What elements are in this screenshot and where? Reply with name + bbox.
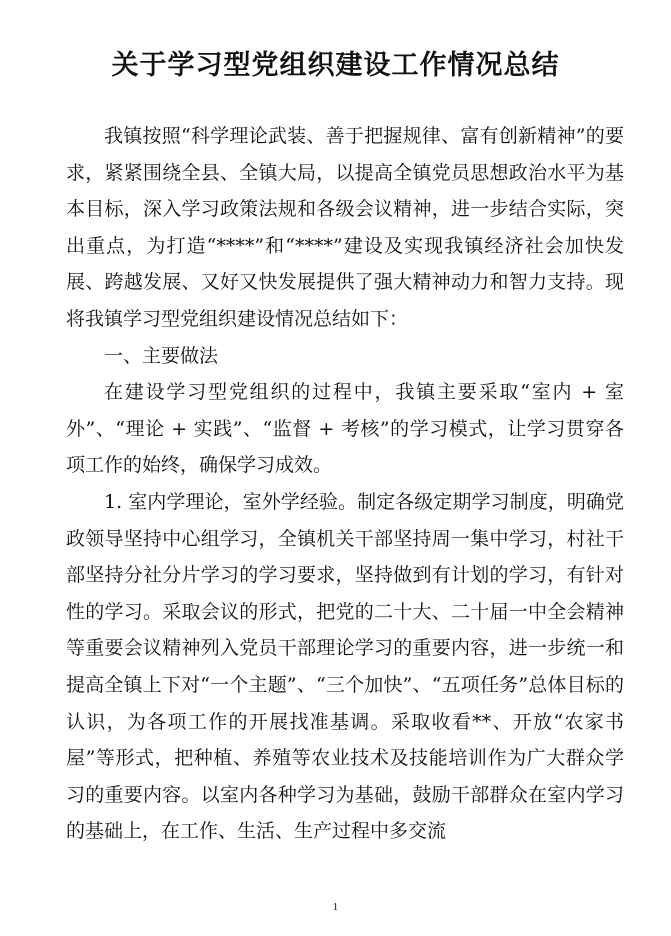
item-1-paragraph: 1. 室内学理论，室外学经验。制定各级定期学习制度，明确党政领导坚持中心组学习，全镇机关干部坚持周一集中学习，村社干部坚持分社分片学习的学习要求，坚持做到有计划的学习，有针对性的学习。采取会议的形式，把党的二十大、二十届一中全会精神等重要会议精神列入党员干部理论学习的重要内容，进一步统一和提高全镇上下对“一个主题”、“三个加快”、“五项任务”总体目标的认识，为各项工作的开展找准基调。采取收看**、开放“农家书屋”等形式，把种植、养殖等农业技术及技能培训作为广大群众学习的重要内容。以室内各种学习为基础，鼓励干部群众在室内学习的基础上，在工作、生活、生产过程中多交流 xyxy=(66,490,624,843)
document-body xyxy=(66,118,624,850)
page-number: 1 xyxy=(332,901,339,913)
intro-paragraph: 我镇按照“科学理论武装、善于把握规律、富有创新精神”的要求，紧紧围绕全县、全镇大局，以提高全镇党员思想政治水平为基本目标，深入学习政策法规和各级会议精神，进一步结合实际，突出重点，为打造“****”和“****”建设及实现我镇经济社会加快发展、跨越发展、又好又快发展提供了强大精神动力和智力支持。现将我镇学习型党组织建设情况总结如下： xyxy=(66,125,624,330)
section-heading-main-practices: 一、主要做法 xyxy=(104,344,219,367)
document-title: 关于学习型党组织建设工作情况总结 xyxy=(111,50,560,81)
section-intro-paragraph: 在建设学习型党组织的过程中，我镇主要采取“室内 + 室外”、“理论 + 实践”、“监督 + 考核”的学习模式，让学习贯穿各项工作的始终，确保学习成效。 xyxy=(66,381,624,477)
